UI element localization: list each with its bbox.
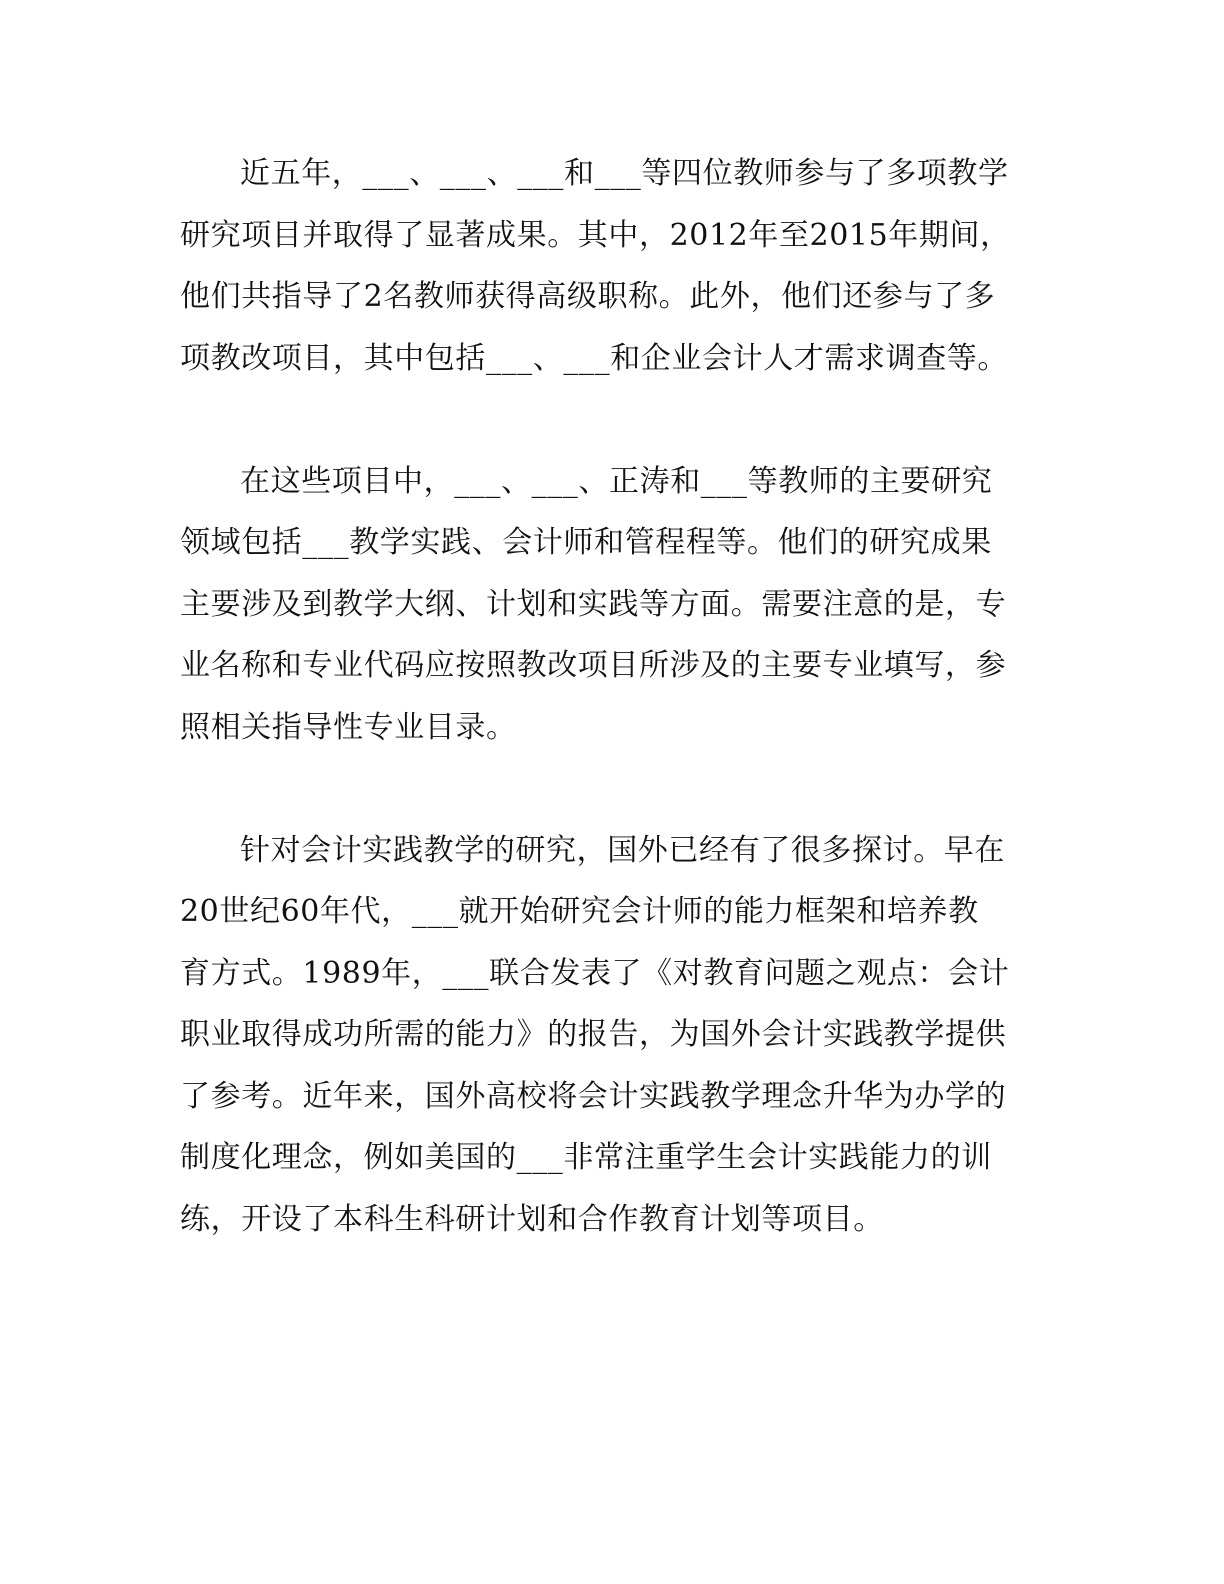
paragraph-line: 在这些项目中，___、___、正涛和___等教师的主要研究: [240, 463, 993, 499]
paragraph-line: 针对会计实践教学的研究，国外已经有了很多探讨。早在: [240, 832, 1005, 868]
paragraph-1: [180, 143, 1042, 389]
paragraph-line: 练，开设了本科生科研计划和合作教育计划等项目。: [180, 1201, 884, 1237]
paragraph-3: [180, 820, 1042, 1251]
paragraph-line: 制度化理念，例如美国的___非常注重学生会计实践能力的训: [180, 1140, 992, 1175]
paragraph-line: 他们共指导了2名教师获得高级职称。此外，他们还参与了多: [180, 279, 996, 314]
paragraph-line: 照相关指导性专业目录。: [180, 709, 517, 745]
paragraph-line: 研究项目并取得了显著成果。其中，2012年至2015年期间，: [180, 217, 1011, 253]
paragraph-2: [180, 451, 1042, 759]
document-body: [180, 143, 1042, 1250]
paragraph-line: 业名称和专业代码应按照教改项目所涉及的主要专业填写，参: [180, 648, 1007, 683]
paragraph-line: 职业取得成功所需的能力》的报告，为国外会计实践教学提供: [180, 1017, 1007, 1052]
paragraph-line: 领域包括___教学实践、会计师和管程程等。他们的研究成果: [180, 525, 992, 560]
paragraph-line: 育方式。1989年，___联合发表了《对教育问题之观点：会计: [180, 955, 1010, 991]
paragraph-line: 近五年，___、___、___和___等四位教师参与了多项教学: [240, 156, 1009, 191]
paragraph-line: 20世纪60年代，___就开始研究会计师的能力框架和培养教: [180, 894, 979, 929]
paragraph-line: 了参考。近年来，国外高校将会计实践教学理念升华为办学的: [180, 1078, 1007, 1114]
paragraph-line: 项教改项目，其中包括___、___和企业会计人才需求调查等。: [180, 340, 1008, 376]
paragraph-line: 主要涉及到教学大纲、计划和实践等方面。需要注意的是，专: [180, 586, 1007, 622]
